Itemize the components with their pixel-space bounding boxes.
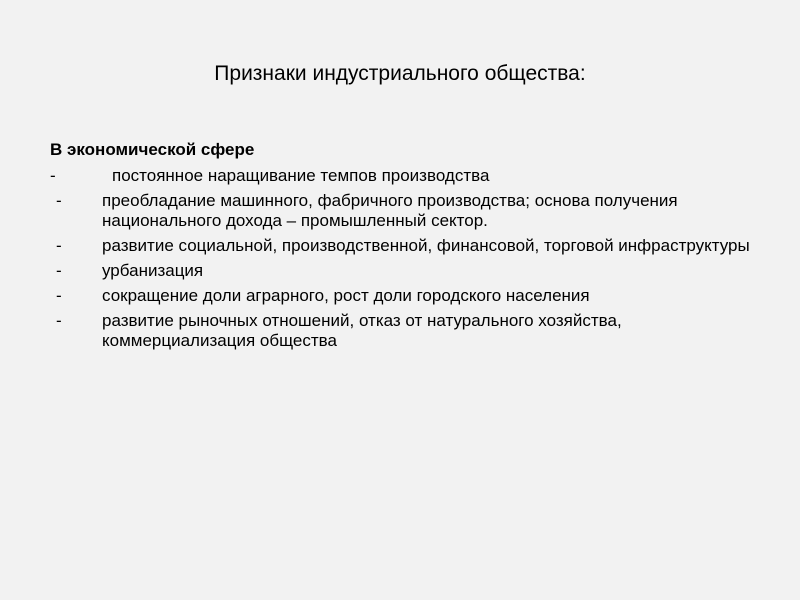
bullet-marker: -: [56, 236, 62, 255]
list-item-text: развитие рыночных отношений, отказ от натурального хозяйства, коммерциализация общества: [102, 311, 622, 350]
list-item-text: развитие социальной, производственной, финансовой, торговой инфраструктуры: [102, 236, 750, 255]
list-item: [50, 261, 760, 281]
bullet-marker: -: [56, 311, 62, 330]
list-item-text: постоянное наращивание темпов производства: [112, 166, 490, 185]
list-item: [50, 286, 760, 306]
slide-content: [50, 140, 760, 356]
bullet-list: [50, 166, 760, 351]
bullet-marker: -: [50, 166, 56, 185]
bullet-marker: -: [56, 261, 62, 280]
list-item: [50, 236, 760, 256]
bullet-marker: -: [56, 191, 62, 210]
list-item: [50, 311, 760, 351]
section-heading: В экономической сфере: [50, 140, 255, 159]
list-item-text: сокращение доли аграрного, рост доли городского населения: [102, 286, 590, 305]
list-item: [50, 166, 760, 186]
slide-title: Признаки индустриального общества:: [214, 62, 586, 85]
bullet-marker: -: [56, 286, 62, 305]
list-item: [50, 191, 760, 231]
list-item-text: урбанизация: [102, 261, 204, 280]
list-item-text: преобладание машинного, фабричного производства; основа получения национального дохода – промышленный сектор.: [102, 191, 678, 230]
